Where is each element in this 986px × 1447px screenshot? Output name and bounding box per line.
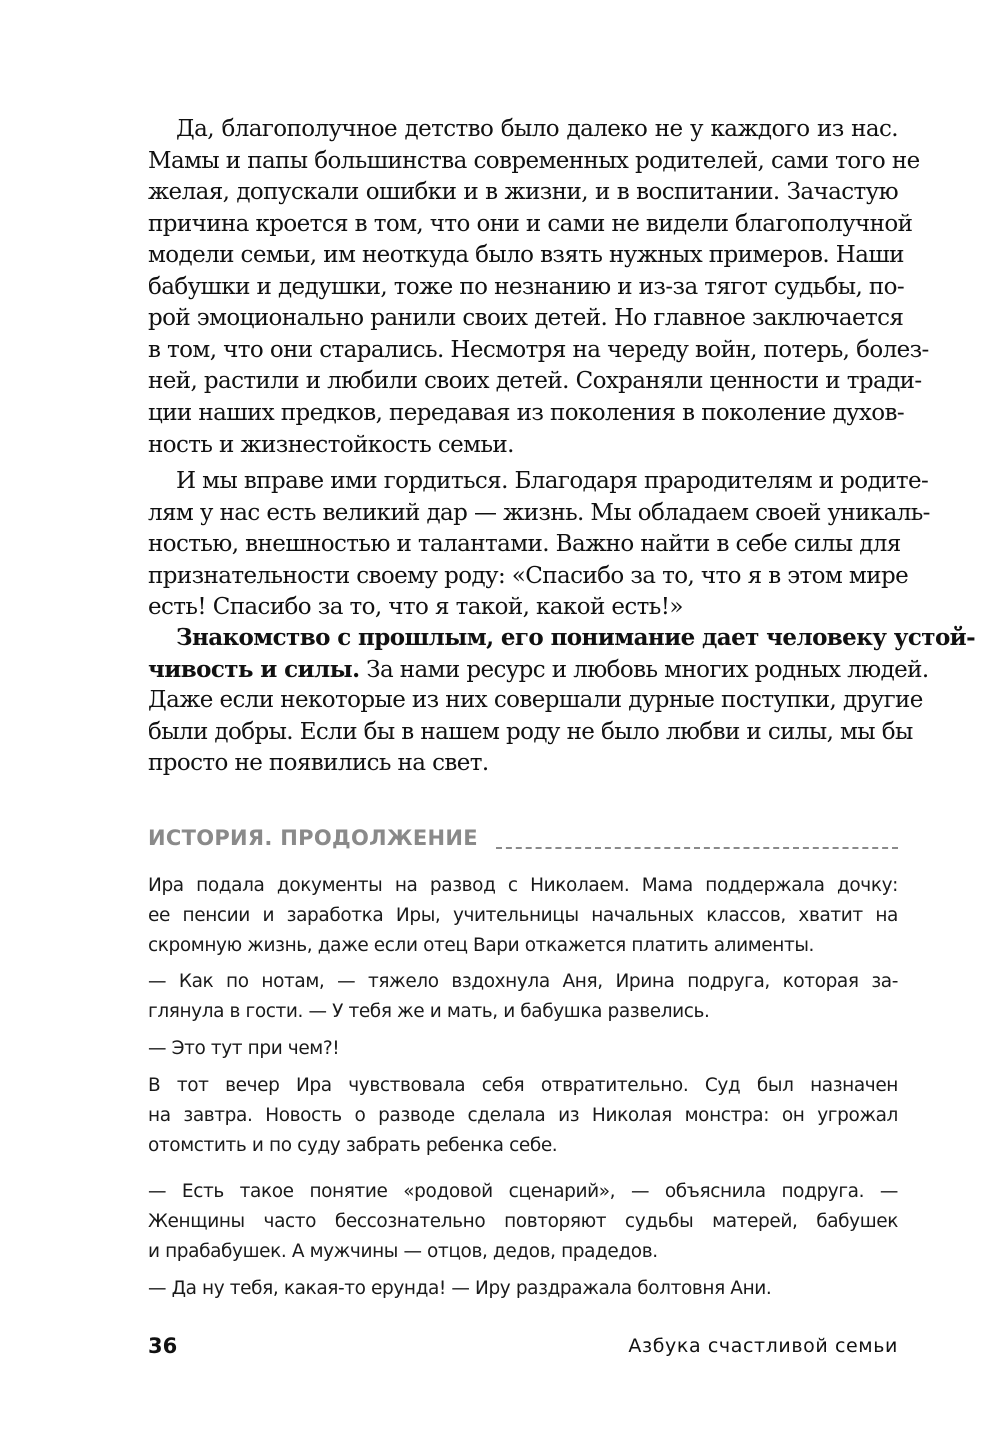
text-line [148, 654, 929, 686]
line-text: причина кроется в том, что они и сами не видели благополучной [148, 210, 913, 237]
line-text: рой эмоционально ранили своих детей. Но главное заключается [148, 305, 904, 332]
text-line [148, 430, 898, 461]
story-line: — Есть такое понятие «родовой сценарий», — объяснила подруга. — [148, 1181, 898, 1202]
line-text: лям у нас есть великий дар — жизнь. Мы обладаем своей уникаль- [148, 499, 930, 526]
story-line: скромную жизнь, даже если отец Вари откажется платить алименты. [148, 935, 815, 956]
page-number: 36 [148, 1334, 178, 1358]
section-title: ИСТОРИЯ. ПРОДОЛЖЕНИЕ [148, 826, 478, 850]
text-line [176, 622, 976, 654]
line-text: Даже если некоторые из них совершали дурные поступки, другие [148, 687, 923, 713]
text-line [148, 717, 913, 748]
running-title: Азбука счастливой семьи [628, 1335, 898, 1357]
line-text: ность и жизнестойкость семьи. [148, 431, 514, 458]
line-text: есть! Спасибо за то, что я такой, какой есть!» [148, 594, 683, 620]
text-line [148, 272, 905, 303]
text-line [148, 398, 905, 429]
text-line [148, 685, 923, 716]
bold-text: Знакомство с прошлым, его понимание дает человеку устой- [176, 624, 976, 651]
line-text: просто не появились на свет. [148, 750, 489, 776]
text-line [148, 529, 901, 560]
line-text: модели семьи, им неоткуда было взять нужных примеров. Наши [148, 242, 904, 269]
line-text: были добры. Если бы в нашем роду не было любви и силы, мы бы [148, 718, 913, 745]
story-line: глянула в гости. — У тебя же и мать, и бабушка развелись. [148, 1001, 710, 1022]
line-text: ции наших предков, передавая из поколения в поколение духов- [148, 399, 905, 426]
text-line [148, 498, 930, 529]
story-line: — Да ну тебя, какая-то ерунда! — Иру раздражала болтовня Ани. [148, 1278, 772, 1299]
story-line: отомстить и по суду забрать ребенка себе. [148, 1135, 558, 1156]
story-line: В тот вечер Ира чувствовала себя отвратительно. Суд был назначен [148, 1075, 898, 1096]
text-line [148, 366, 922, 397]
story-line: на завтра. Новость о разводе сделала из Николая монстра: он угрожал [148, 1105, 898, 1126]
line-text: в том, что они старались. Несмотря на череду войн, потерь, болез- [148, 336, 929, 363]
text-line [148, 748, 898, 779]
story-line: ее пенсии и заработка Иры, учительницы начальных классов, хватит на [148, 905, 898, 926]
story-line: — Это тут при чем?! [148, 1038, 340, 1059]
text-line [176, 466, 929, 497]
text-line [176, 114, 898, 145]
story-line: Ира подала документы на развод с Николаем. Мама поддержала дочку: [148, 875, 898, 896]
line-text: признательности своему роду: «Спасибо за то, что я в этом мире [148, 562, 909, 589]
line-text: Да, благополучное детство было далеко не у каждого из нас. [176, 116, 898, 142]
story-line: — Как по нотам, — тяжело вздохнула Аня, Ирина подруга, которая за- [148, 971, 898, 992]
text-line [148, 303, 904, 334]
line-text: За нами ресурс и любовь многих родных людей. [359, 656, 929, 683]
text-line [148, 209, 913, 240]
line-text: ностью, внешностью и талантами. Важно найти в себе силы для [148, 531, 901, 557]
line-text: И мы вправе ими гордиться. Благодаря прародителям и родите- [176, 468, 929, 494]
line-text: ней, растили и любили своих детей. Сохраняли ценности и тради- [148, 368, 922, 395]
story-line: Женщины часто бессознательно повторяют судьбы матерей, бабушек [148, 1211, 898, 1232]
line-text: Мамы и папы большинства современных родителей, сами того не [148, 147, 920, 174]
line-text: бабушки и дедушки, тоже по незнанию и из-за тягот судьбы, по- [148, 273, 905, 300]
text-line [148, 177, 898, 208]
bold-text: чивость и силы. [148, 655, 360, 683]
text-line [148, 561, 909, 592]
dashed-rule [496, 847, 898, 849]
line-text: желая, допускали ошибки и в жизни, и в воспитании. Зачастую [148, 179, 898, 206]
story-line: и прабабушек. А мужчины — отцов, дедов, прадедов. [148, 1241, 658, 1262]
text-line [148, 240, 904, 271]
text-line [148, 146, 920, 177]
section-heading [148, 826, 898, 856]
text-line [148, 592, 898, 623]
text-line [148, 335, 929, 366]
